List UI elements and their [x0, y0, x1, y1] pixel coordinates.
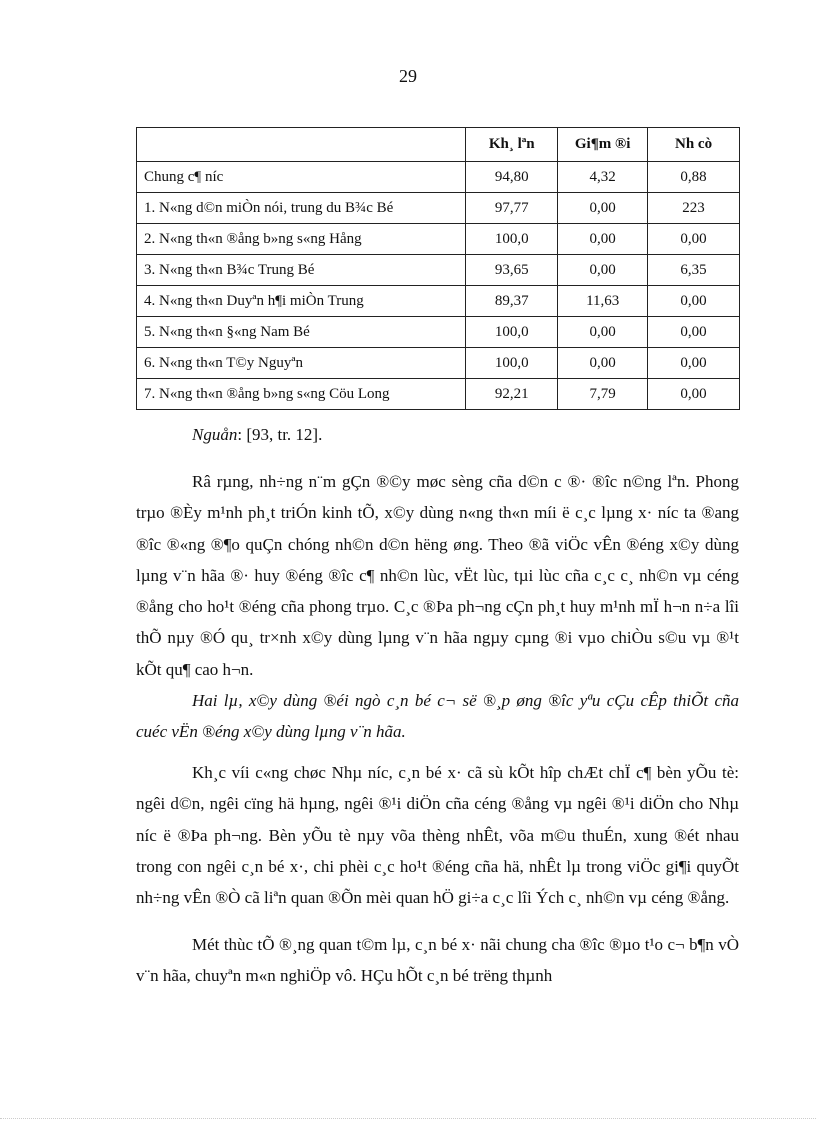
- table-cell: 100,0: [466, 224, 558, 255]
- table-cell: 1. N«ng d©n miÒn nói, trung du B¾c Bé: [137, 193, 466, 224]
- table-row: [137, 379, 740, 410]
- table-cell: 6. N«ng th«n T©y Nguyªn: [137, 348, 466, 379]
- table-row: [137, 162, 740, 193]
- statistics-table: [136, 127, 740, 410]
- table-header-cell: Nh cò: [648, 128, 740, 162]
- table-cell: 0,00: [558, 224, 648, 255]
- section-heading-paragraph: Hai lµ, x©y dùng ®éi ngò c¸n bé c¬ së ®¸p øng ®îc yªu cÇu cÊp thiÕt cña cuéc vËn ®éng x©y dùng lµng v¨n hãa.: [136, 691, 739, 742]
- table-cell: 7. N«ng th«n ®ång b»ng s«ng Cöu Long: [137, 379, 466, 410]
- table-cell: 100,0: [466, 317, 558, 348]
- table-header-cell: Kh¸ lªn: [466, 128, 558, 162]
- table-cell: 0,88: [648, 162, 740, 193]
- table-cell: 4,32: [558, 162, 648, 193]
- table-cell: 0,00: [648, 379, 740, 410]
- table-cell: 6,35: [648, 255, 740, 286]
- table-cell: 97,77: [466, 193, 558, 224]
- table-cell: 0,00: [648, 317, 740, 348]
- body-paragraph: Râ rµng, nh÷ng n¨m gÇn ®©y møc sèng cña d©n c ®· ®îc n©ng lªn. Phong trµo ®Èy m¹nh ph¸t triÓn kinh tÕ, x©y dùng n«ng th«n míi ë c¸c lµng x· níc ta ®ang ®îc ®«ng ®¶o quÇn chóng nh©n d©n hëng øng. Theo ®ã viÖc vÊn ®éng x©y dùng lµng v¨n hãa ®· huy ®éng ®îc c¶ nh©n lùc, vËt lùc, tµi lùc cña c¸c c¸ nh©n vµ céng ®ång cho ho¹t ®éng cña phong trµo. C¸c ®Þa ph¬ng cÇn ph¸t huy m¹nh mÏ h¬n n÷a lîi thÕ nµy ®Ó qu¸ tr×nh x©y dùng lµng v¨n hãa ngµy cµng ®i vµo chiÒu s©u vµ ®¹t kÕt qu¶ cao h¬n.: [136, 472, 739, 679]
- table-row: [137, 317, 740, 348]
- table-cell: 4. N«ng th«n Duyªn h¶i miÒn Trung: [137, 286, 466, 317]
- table-cell: 0,00: [558, 255, 648, 286]
- table-cell: 100,0: [466, 348, 558, 379]
- body-paragraph: Kh¸c víi c«ng chøc Nhµ níc, c¸n bé x· cã sù kÕt hîp chÆt chÏ c¶ bèn yÕu tè: ngêi d©n, ngêi cïng hä hµng, ngêi ®¹i diÖn cña céng ®ång vµ ngêi ®¹i diÖn cho Nhµ níc ë ®Þa ph¬ng. Bèn yÕu tè nµy võa thèng nhÊt, võa m©u thuÉn, xung ®ét nhau trong con ngêi c¸n bé x·, chi phèi c¸c ho¹t ®éng cña hä, nhÊt lµ trong viÖc gi¶i quyÕt nh÷ng vÊn ®Ò cã liªn quan ®Õn mèi quan hÖ gi÷a c¸c lîi Ých c¸ nh©n vµ céng ®ång.: [136, 763, 739, 908]
- table-row: [137, 224, 740, 255]
- body-paragraph: Mét thùc tÕ ®¸ng quan t©m lµ, c¸n bé x· nãi chung cha ®îc ®µo t¹o c¬ b¶n vÒ v¨n hãa, chuyªn m«n nghiÖp vô. HÇu hÕt c¸n bé trëng thµnh: [136, 935, 739, 986]
- table-cell: 3. N«ng th«n B¾c Trung Bé: [137, 255, 466, 286]
- table-cell: 2. N«ng th«n ®ång b»ng s«ng Hång: [137, 224, 466, 255]
- source-label: Nguån: [192, 425, 238, 444]
- table-row: [137, 348, 740, 379]
- table-source: [192, 425, 322, 445]
- table-header-cell: [137, 128, 466, 162]
- table-cell: 0,00: [558, 317, 648, 348]
- table-row: [137, 286, 740, 317]
- table-cell: 0,00: [648, 348, 740, 379]
- table-cell: 11,63: [558, 286, 648, 317]
- table-cell: 92,21: [466, 379, 558, 410]
- table-cell: 89,37: [466, 286, 558, 317]
- table-header-cell: Gi¶m ®i: [558, 128, 648, 162]
- table-cell: 94,80: [466, 162, 558, 193]
- table-header-row: [137, 128, 740, 162]
- table-row: [137, 255, 740, 286]
- table-cell: 93,65: [466, 255, 558, 286]
- table-cell: 0,00: [558, 348, 648, 379]
- table-cell: 7,79: [558, 379, 648, 410]
- page-bottom-divider: [0, 1118, 816, 1119]
- table-cell: 223: [648, 193, 740, 224]
- table-cell: 0,00: [648, 286, 740, 317]
- table-cell: 5. N«ng th«n §«ng Nam Bé: [137, 317, 466, 348]
- table-cell: 0,00: [558, 193, 648, 224]
- page-number: 29: [399, 66, 417, 86]
- table-cell: 0,00: [648, 224, 740, 255]
- source-text: : [93, tr. 12].: [237, 425, 323, 444]
- table-cell: Chung c¶ níc: [137, 162, 466, 193]
- table-row: [137, 193, 740, 224]
